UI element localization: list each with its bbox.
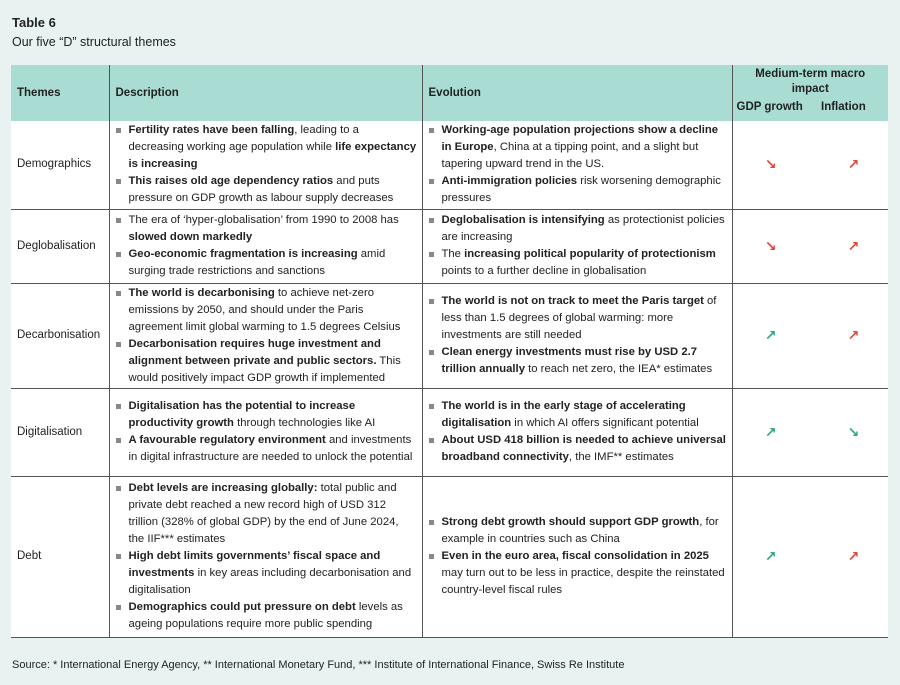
bullet-list [116,480,417,633]
bold-text: Deglobalisation is intensifying [441,214,605,226]
bold-text: About USD 418 billion is needed to achieve universal broadband connectivity [441,434,726,463]
header-themes: Themes [11,65,109,121]
bullet-item [116,285,417,336]
table-row [11,476,888,637]
theme-cell: Demographics [11,121,109,209]
arrow-down-right-icon: ↘ [764,237,777,254]
themes-table [11,65,888,638]
description-cell [109,388,422,476]
text: in which AI offers significant potential [511,417,699,429]
bullet-item [116,212,417,246]
theme-cell: Digitalisation [11,388,109,476]
bullet-item [429,212,727,246]
bold-text: Working-age population projections show a decline in Europe [441,124,719,154]
bullet-list [429,212,727,280]
bullet-item [116,336,417,387]
header-evolution: Evolution [422,65,732,121]
text: in key areas including decarbonisation and digitalisation [128,567,412,596]
bullet-item [429,173,727,207]
text: to reach net zero, the IEA* estimates [524,363,713,375]
description-cell [109,283,422,388]
arrow-up-right-icon: ↗ [764,423,777,440]
bold-text: This raises old age dependency ratios [128,175,334,188]
text: and investments in digital infrastructure are needed to unlock the potential [128,434,413,463]
arrow-up-right-icon: ↗ [847,327,860,343]
arrow-up-right-icon: ↗ [847,156,860,173]
arrow-up-right-icon: ↗ [764,548,777,564]
bullet-item [116,398,417,432]
gdp-impact-arrow-icon [732,476,809,637]
table-subtitle: Our five “D” structural themes [12,35,176,49]
bullet-item [429,398,727,432]
gdp-impact-arrow-icon [732,388,809,476]
text: of less than 1.5 degrees of global warming: more investments are still needed [441,295,717,341]
bullet-list [429,514,727,599]
theme-cell: Decarbonisation [11,283,109,388]
table-row [11,388,888,476]
bold-text: increasing political popularity of protectionism [464,248,716,260]
bold-text: Clean energy investments must rise by USD 2.7 trillion annually [441,346,698,375]
bullet-list [116,398,417,466]
text: This would positively impact GDP growth if implemented [128,354,401,384]
bold-text: Geo-economic fragmentation is increasing [128,248,358,260]
text: amid surging trade restrictions and sanctions [128,248,386,277]
text: risk worsening demographic pressures [441,175,721,205]
bold-text: slowed down markedly [128,231,253,243]
evolution-cell [422,121,732,209]
bullet-list [116,285,417,387]
arrow-up-right-icon: ↗ [847,237,860,254]
description-cell [109,476,422,637]
bullet-item [429,293,727,344]
bullet-item [116,173,417,207]
text: , leading to a decreasing working age population while [128,124,359,154]
table-row [11,209,888,283]
text: to achieve net-zero emissions by 2050, and should under the Paris agreement limit global warming to 1.5 degrees Celsius [128,286,401,333]
evolution-cell [422,388,732,476]
evolution-cell [422,476,732,637]
text: total public and private debt reached a new record high of USD 312 trillion (328% of global GDP) by the end of June 2024, the IIF*** estimates [128,482,399,545]
text: and puts pressure on GDP growth as labour supply decreases [128,175,394,205]
bullet-item [116,548,417,599]
arrow-up-right-icon: ↗ [847,548,860,564]
description-cell [109,209,422,283]
evolution-cell [422,209,732,283]
bullet-list [429,293,727,378]
header-impact: Medium-term macro impact [732,65,888,97]
bullet-item [429,432,727,466]
source-note: Source: * International Energy Agency, ** International Monetary Fund, *** Institute of International Finance, Swiss Re Institute [12,659,625,671]
theme-cell: Debt [11,476,109,637]
gdp-impact-arrow-icon [732,121,809,209]
arrow-down-right-icon: ↘ [847,423,860,440]
bullet-item [429,246,727,280]
text: , China at a tipping point, and a slight but tapering upward trend in the US. [441,141,699,171]
bullet-item [429,344,727,378]
inflation-impact-arrow-icon [809,121,888,209]
bold-text: The world is not on track to meet the Paris target [441,295,704,307]
header-description: Description [109,65,422,121]
header-inflation: Inflation [809,97,888,121]
bold-text: The world is decarbonising [128,286,275,299]
bullet-item [429,514,727,548]
text: , for example in countries such as China [441,516,719,545]
bold-text: Demographics could put pressure on debt [128,601,356,613]
bold-text: A favourable regulatory environment [128,434,326,446]
bold-text: Fertility rates have been falling [128,124,295,137]
text: The era of ‘hyper-globalisation’ from 1990 to 2008 has [128,214,399,226]
bullet-list [116,122,417,207]
arrow-up-right-icon: ↗ [764,327,777,343]
table-row [11,121,888,209]
bullet-item [116,480,417,548]
bullet-item [116,246,417,280]
description-cell [109,121,422,209]
text: points to a further decline in globalisation [441,265,647,277]
bullet-item [116,432,417,466]
text: , the IMF** estimates [568,451,674,463]
bold-text: Debt levels are increasing globally: [128,482,318,494]
evolution-cell [422,283,732,388]
bold-text: High debt limits governments’ fiscal space and investments [128,550,381,579]
bullet-item [116,122,417,173]
theme-cell: Deglobalisation [11,209,109,283]
gdp-impact-arrow-icon [732,283,809,388]
table-label: Table 6 [12,15,56,30]
inflation-impact-arrow-icon [809,283,888,388]
bullet-list [429,122,727,207]
text: through technologies like AI [233,417,376,429]
bullet-list [429,398,727,466]
bold-text: Even in the euro area, fiscal consolidation in 2025 [441,550,709,562]
text: levels as ageing populations require more public spending [128,601,403,630]
bold-text: Digitalisation has the potential to increase productivity growth [128,400,356,429]
bold-text: Strong debt growth should support GDP growth [441,516,700,528]
bold-text: Anti-immigration policies [441,175,578,188]
themes-table-container [11,65,888,637]
text: may turn out to be less in practice, despite the reinstated country-level fiscal rules [441,567,725,596]
bullet-item [429,548,727,599]
bold-text: life expectancy is increasing [128,141,417,171]
bold-text: Decarbonisation requires huge investment and alignment between private and public sectors. [128,337,381,367]
gdp-impact-arrow-icon [732,209,809,283]
inflation-impact-arrow-icon [809,209,888,283]
text: as protectionist policies are increasing [441,214,725,243]
table-row [11,283,888,388]
bullet-item [116,599,417,633]
bullet-item [429,122,727,173]
bold-text: The world is in the early stage of accelerating digitalisation [441,400,686,429]
text: The [441,248,465,260]
header-gdp-growth: GDP growth [732,97,809,121]
bullet-list [116,212,417,280]
table-body [11,121,888,637]
arrow-down-right-icon: ↘ [764,156,777,173]
inflation-impact-arrow-icon [809,476,888,637]
inflation-impact-arrow-icon [809,388,888,476]
